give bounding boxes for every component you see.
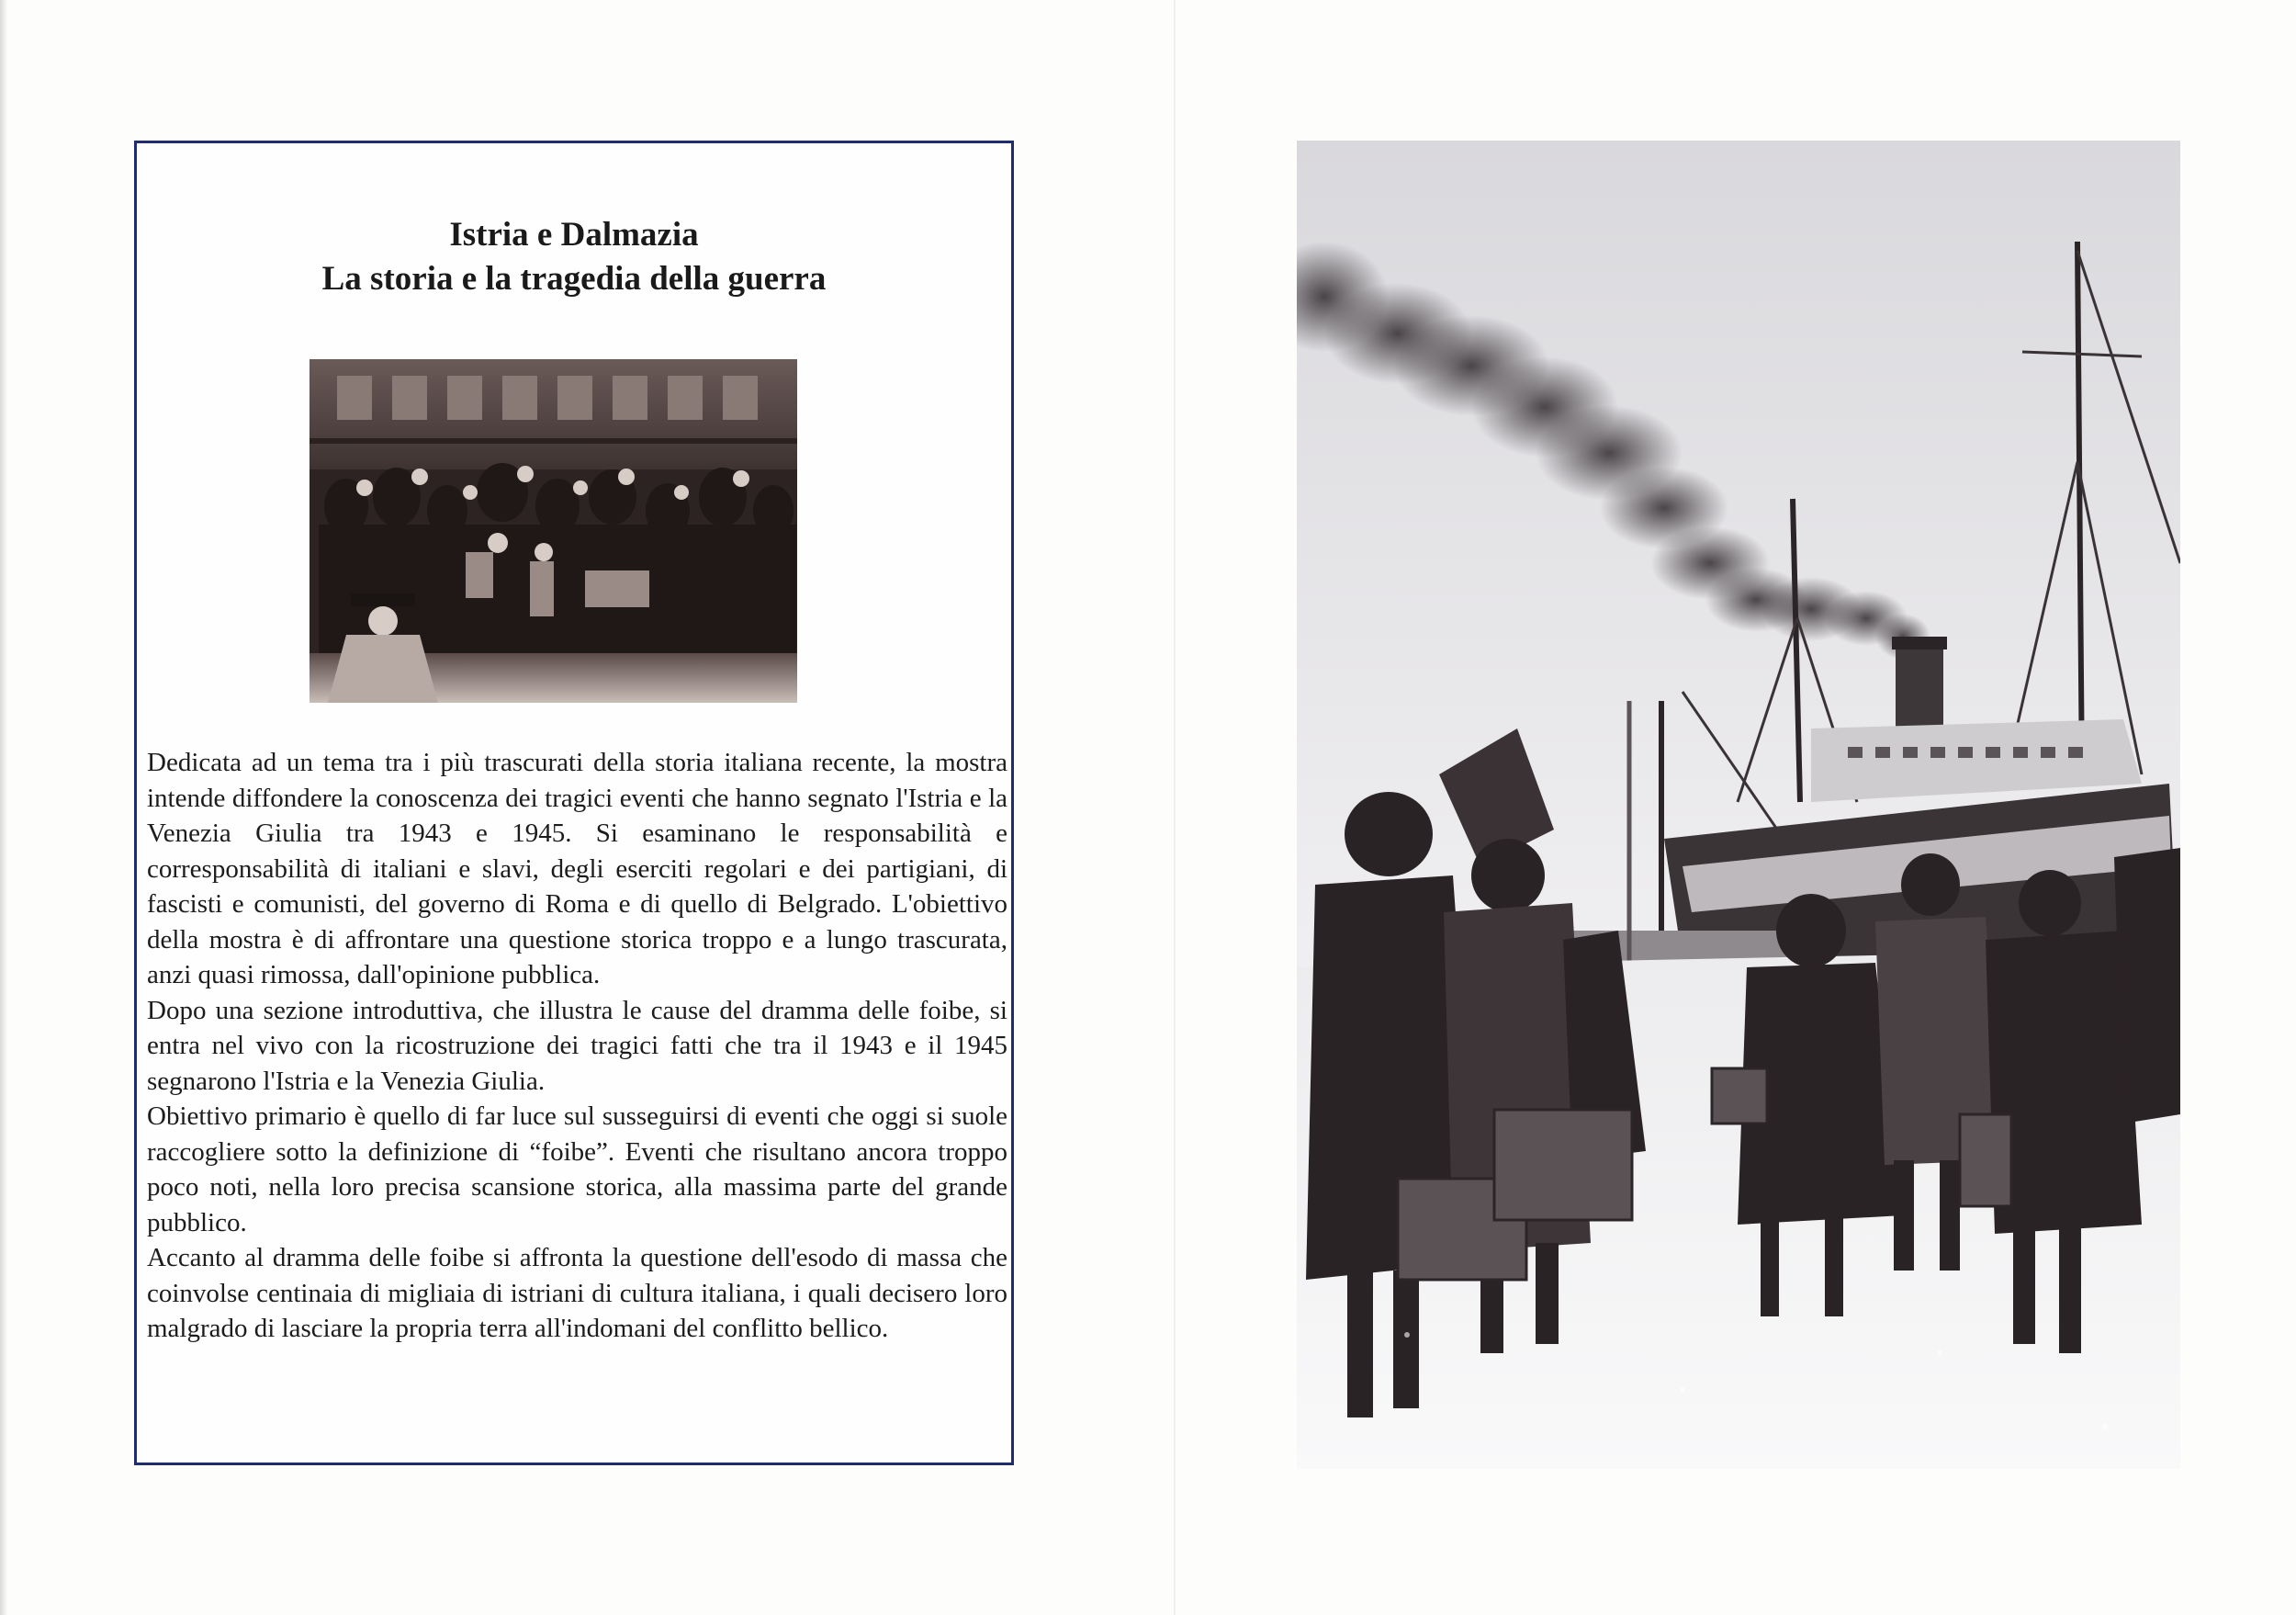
paragraph-2: Dopo una sezione introduttiva, che illustra le cause del dramma delle foibe, si entra nel vivo con la ricostruzione dei tragici fatti che tra il 1943 e il 1945 segnarono l'Istria e la Venezia Giulia. [147, 995, 1007, 1096]
station-crowd-photo [310, 359, 797, 703]
paragraph-3: Obiettivo primario è quello di far luce sul susseguirsi di eventi che oggi si suole raccogliere sotto la definizione di “foibe”. Eventi che risultano ancora troppo poco noti, nella loro precisa scansione storica, alla massima parte del grande pubblico. [147, 1101, 1007, 1237]
page-edge-shadow [0, 0, 7, 1615]
exhibition-description [147, 745, 1007, 1347]
title-line-2: La storia e la tragedia della guerra [321, 260, 827, 298]
paragraph-4: Accanto al dramma delle foibe si affronta la questione dell'esodo di massa che coinvolse centinaia di migliaia di istriani di cultura italiana, i quali decisero loro malgrado di lasciare la propria terra all'indomani del conflitto bellico. [147, 1243, 1007, 1343]
text-panel-frame [134, 141, 1014, 1465]
exodus-ship-photo [1297, 141, 2180, 1469]
paragraph-1: Dedicata ad un tema tra i più trascurati della storia italiana recente, la mostra intende diffondere la conoscenza dei tragici eventi che hanno segnato l'Istria e la Venezia Giulia tra 1943 e 1945. Si esaminano le responsabilità e corresponsabilità di italiani e slavi, degli eserciti regolari e dei partigiani, di fascisti e comunisti, del governo di Roma e di quello di Belgrado. L'obiettivo della mostra è di affrontare una questione storica troppo e a lungo trascurata, anzi quasi rimossa, dall'opinione pubblica. [147, 748, 1007, 989]
center-fold [1174, 0, 1176, 1615]
title-line-1: Istria e Dalmazia [449, 216, 699, 254]
page-title [137, 213, 1011, 301]
